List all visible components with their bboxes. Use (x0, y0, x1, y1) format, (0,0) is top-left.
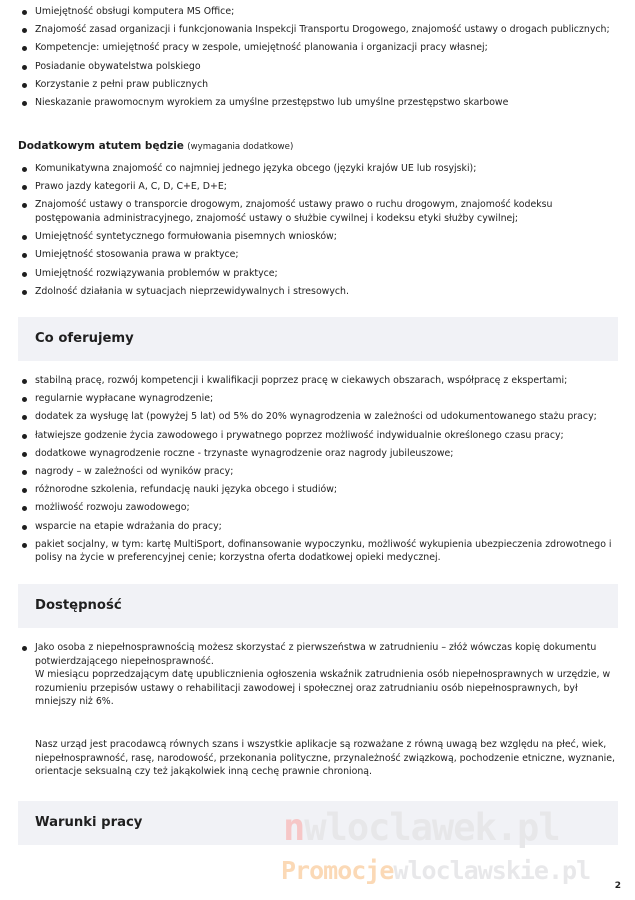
list-item: Korzystanie z pełni praw publicznych (20, 78, 618, 92)
list-item: Umiejętność syntetycznego formułowania pisemnych wniosków; (20, 230, 618, 244)
accessibility-section-header (18, 584, 618, 628)
list-item: dodatek za wysługę lat (powyżej 5 lat) od 5% do 20% wynagrodzenia w zależności od udokumentowanego stażu pracy; (20, 410, 618, 424)
equal-opportunity-text: Nasz urząd jest pracodawcą równych szans i wszystkie aplikacje są rozważane z równą uwagą bez względu na płeć, wiek, niepełnosprawność, rasę, narodowość, przekonania polityczne, przynależność związkową, pochodzenie etniczne, wyznanie, orientacje seksualną czy też jakąkolwiek inną cechę prawnie chronioną. (35, 739, 615, 778)
conditions-title: Warunki pracy (35, 815, 143, 830)
additional-heading-text: Dodatkowym atutem będzie (18, 140, 184, 152)
list-item: regularnie wypłacane wynagrodzenie; (20, 392, 618, 406)
list-item: nagrody – w zależności od wyników pracy; (20, 465, 618, 479)
watermark-accent: Promocje (281, 856, 394, 885)
list-item (20, 641, 618, 709)
list-item: różnorodne szkolenia, refundację nauki języka obcego i studiów; (20, 483, 618, 497)
list-item: Umiejętność stosowania prawa w praktyce; (20, 248, 618, 262)
list-item: Umiejętność rozwiązywania problemów w praktyce; (20, 267, 618, 281)
additional-heading-note: (wymagania dodatkowe) (187, 142, 294, 152)
list-item: Prawo jazdy kategorii A, C, D, C+E, D+E; (20, 180, 618, 194)
list-item: Posiadanie obywatelstwa polskiego (20, 60, 618, 74)
list-item: łatwiejsze godzenie życia zawodowego i prywatnego poprzez możliwość indywidualnie określonego czasu pracy; (20, 429, 618, 443)
list-item: Znajomość ustawy o transporcie drogowym, znajomość ustawy prawo o ruchu drogowym, znajomość kodeksu postępowania administracyjnego, znajomość ustawy o służbie cywilnej i kodeksu etyki służby cywilnej; (20, 198, 618, 225)
list-item: wsparcie na etapie wdrażania do pracy; (20, 520, 618, 534)
list-item: Zdolność działania w sytuacjach nieprzewidywalnych i stresowych. (20, 285, 618, 299)
list-item: Znajomość zasad organizacji i funkcjonowania Inspekcji Transportu Drogowego, znajomość ustawy o drogach publicznych; (20, 23, 618, 37)
list-item: pakiet socjalny, w tym: kartę MultiSport, dofinansowanie wypoczynku, możliwość wykupienia ubezpieczenia zdrowotnego i polisy na życie w preferencyjnej cenie; korzystna oferta dodatkowej opieki medycznej. (20, 538, 618, 565)
offer-section-header (18, 317, 618, 361)
list-item: Komunikatywna znajomość co najmniej jednego języka obcego (języki krajów UE lub rosyjski); (20, 162, 618, 176)
requirements-list (20, 5, 618, 114)
additional-heading (18, 140, 293, 152)
list-item: Kompetencje: umiejętność pracy w zespole, umiejętność planowania i organizacji pracy własnej; (20, 41, 618, 55)
list-item: Umiejętność obsługi komputera MS Office; (20, 5, 618, 19)
watermark-logo-line2 (281, 856, 590, 885)
offer-list (20, 374, 618, 569)
accessibility-title: Dostępność (35, 598, 122, 613)
list-item: stabilną pracę, rozwój kompetencji i kwalifikacji poprzez pracę w ciekawych obszarach, współpracę z ekspertami; (20, 374, 618, 388)
list-item: Nieskazanie prawomocnym wyrokiem za umyślne przestępstwo lub umyślne przestępstwo skarbowe (20, 96, 618, 110)
watermark-accent: n (283, 806, 305, 849)
additional-list (20, 162, 618, 303)
watermark-rest: wloclawek.pl (304, 806, 560, 849)
accessibility-employment-text: W miesiącu poprzedzającym datę upublicznienia ogłoszenia wskaźnik zatrudnienia osób niepełnosprawnych w urzędzie, w rozumieniu przepisów ustawy o rehabilitacji zawodowej i społecznej oraz zatrudnianiu osób niepełnosprawnych, był mniejszy niż 6%. (35, 669, 611, 708)
offer-title: Co oferujemy (35, 331, 134, 346)
watermark-rest: wloclawskie.pl (393, 856, 591, 885)
accessibility-priority-text: Jako osoba z niepełnosprawnością możesz skorzystać z pierwszeństwa w zatrudnieniu – złóż wówczas kopię dokumentu potwierdzającego niepełnosprawność. (35, 642, 597, 667)
page-number: 2 (614, 881, 621, 891)
list-item: możliwość rozwoju zawodowego; (20, 501, 618, 515)
watermark-logo-line1 (283, 806, 560, 849)
list-item: dodatkowe wynagrodzenie roczne - trzynaste wynagrodzenie oraz nagrody jubileuszowe; (20, 447, 618, 461)
accessibility-list (20, 641, 618, 714)
